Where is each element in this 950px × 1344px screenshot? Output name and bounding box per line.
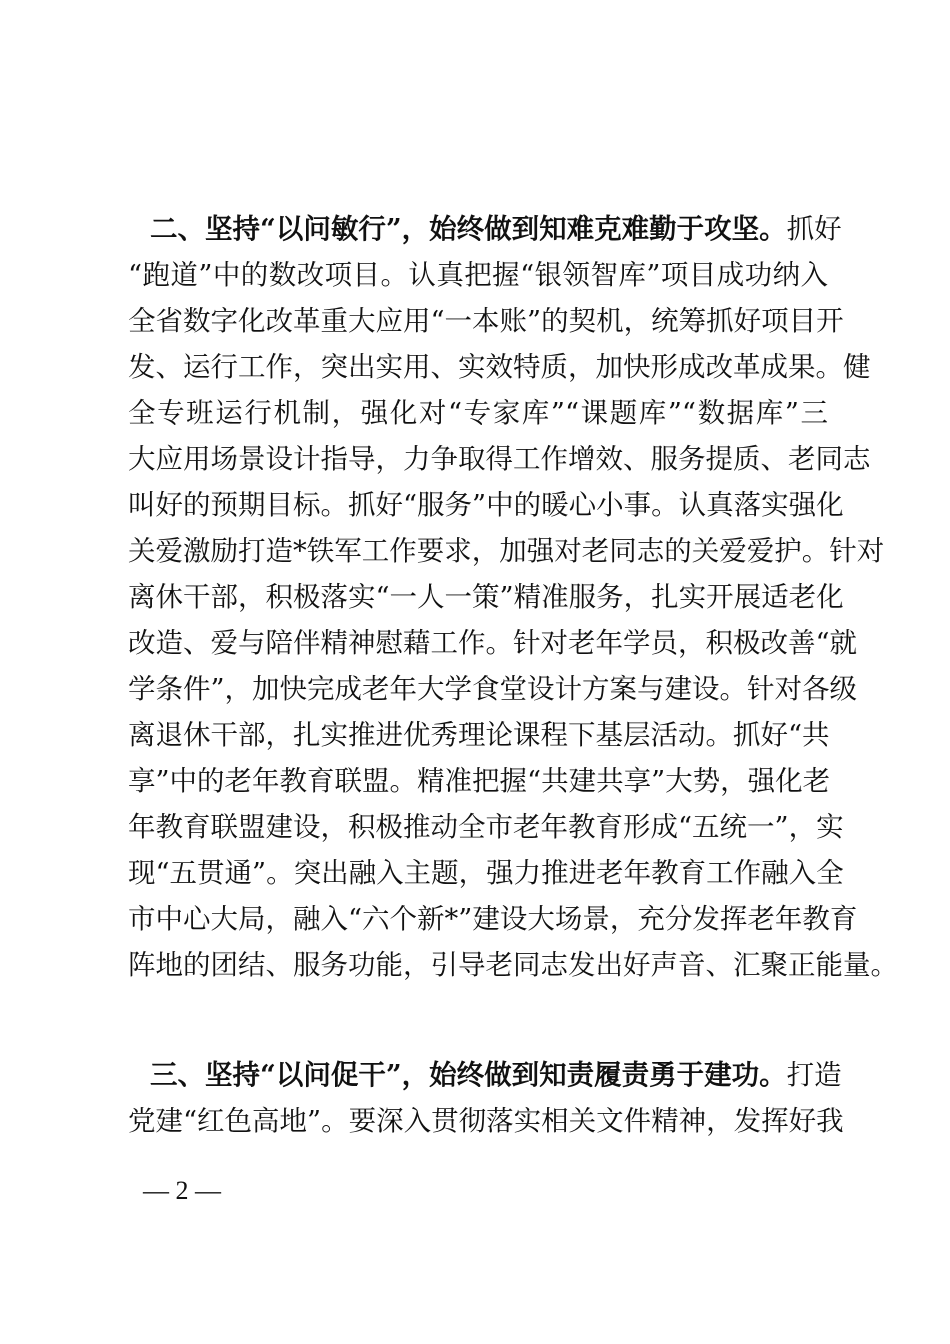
section2-line-1 xyxy=(150,206,842,252)
section2-line-8: 关爱激励打造*铁军工作要求，加强对老同志的关爱爱护。针对 xyxy=(128,535,885,567)
section3-line-2: 党建“红色高地”。要深入贯彻落实相关文件精神，发挥好我 xyxy=(128,1105,844,1137)
section2-line-5: 全专班运行机制，强化对“专家库”“课题库”“数据库”三 xyxy=(128,397,828,429)
section2-line-7: 叫好的预期目标。抓好“服务”中的暖心小事。认真落实强化 xyxy=(128,489,844,521)
section2-line-2: “跑道”中的数改项目。认真把握“银领智库”项目成功纳入 xyxy=(128,259,828,291)
section2-line-10: 改造、爱与陪伴精神慰藉工作。针对老年学员，积极改善“就 xyxy=(128,627,858,659)
section2-heading-rest: 抓好 xyxy=(786,213,842,245)
section2-line-11: 学条件”，加快完成老年大学食堂设计方案与建设。针对各级 xyxy=(128,673,858,705)
section2-line-12: 离退休干部，扎实推进优秀理论课程下基层活动。抓好“共 xyxy=(128,719,830,751)
section2-line-9: 离休干部，积极落实“一人一策”精准服务，扎实开展适老化 xyxy=(128,581,844,613)
section2-line-3: 全省数字化改革重大应用“一本账”的契机，统筹抓好项目开 xyxy=(128,305,844,337)
section2-line-4: 发、运行工作，突出实用、实效特质，加快形成改革成果。健 xyxy=(128,351,871,383)
section3-heading-rest: 打造 xyxy=(786,1059,842,1091)
section2-line-14: 年教育联盟建设，积极推动全市老年教育形成“五统一”，实 xyxy=(128,811,844,843)
section2-line-17: 阵地的团结、服务功能，引导老同志发出好声音、汇聚正能量。 xyxy=(128,949,898,981)
section2-line-15: 现“五贯通”。突出融入主题，强力推进老年教育工作融入全 xyxy=(128,857,844,889)
page-number: — 2 — xyxy=(143,1176,221,1205)
section2-line-16: 市中心大局，融入“六个新*”建设大场景，充分发挥老年教育 xyxy=(128,903,858,935)
section2-line-6: 大应用场景设计指导，力争取得工作增效、服务提质、老同志 xyxy=(128,443,871,475)
section2-line-13: 享”中的老年教育联盟。精准把握“共建共享”大势，强化老 xyxy=(128,765,831,797)
section3-heading: 三、坚持“以问促干”，始终做到知责履责勇于建功。 xyxy=(150,1059,787,1091)
section3-line-1 xyxy=(150,1052,842,1098)
section2-heading: 二、坚持“以问敏行”，始终做到知难克难勤于攻坚。 xyxy=(150,213,787,245)
